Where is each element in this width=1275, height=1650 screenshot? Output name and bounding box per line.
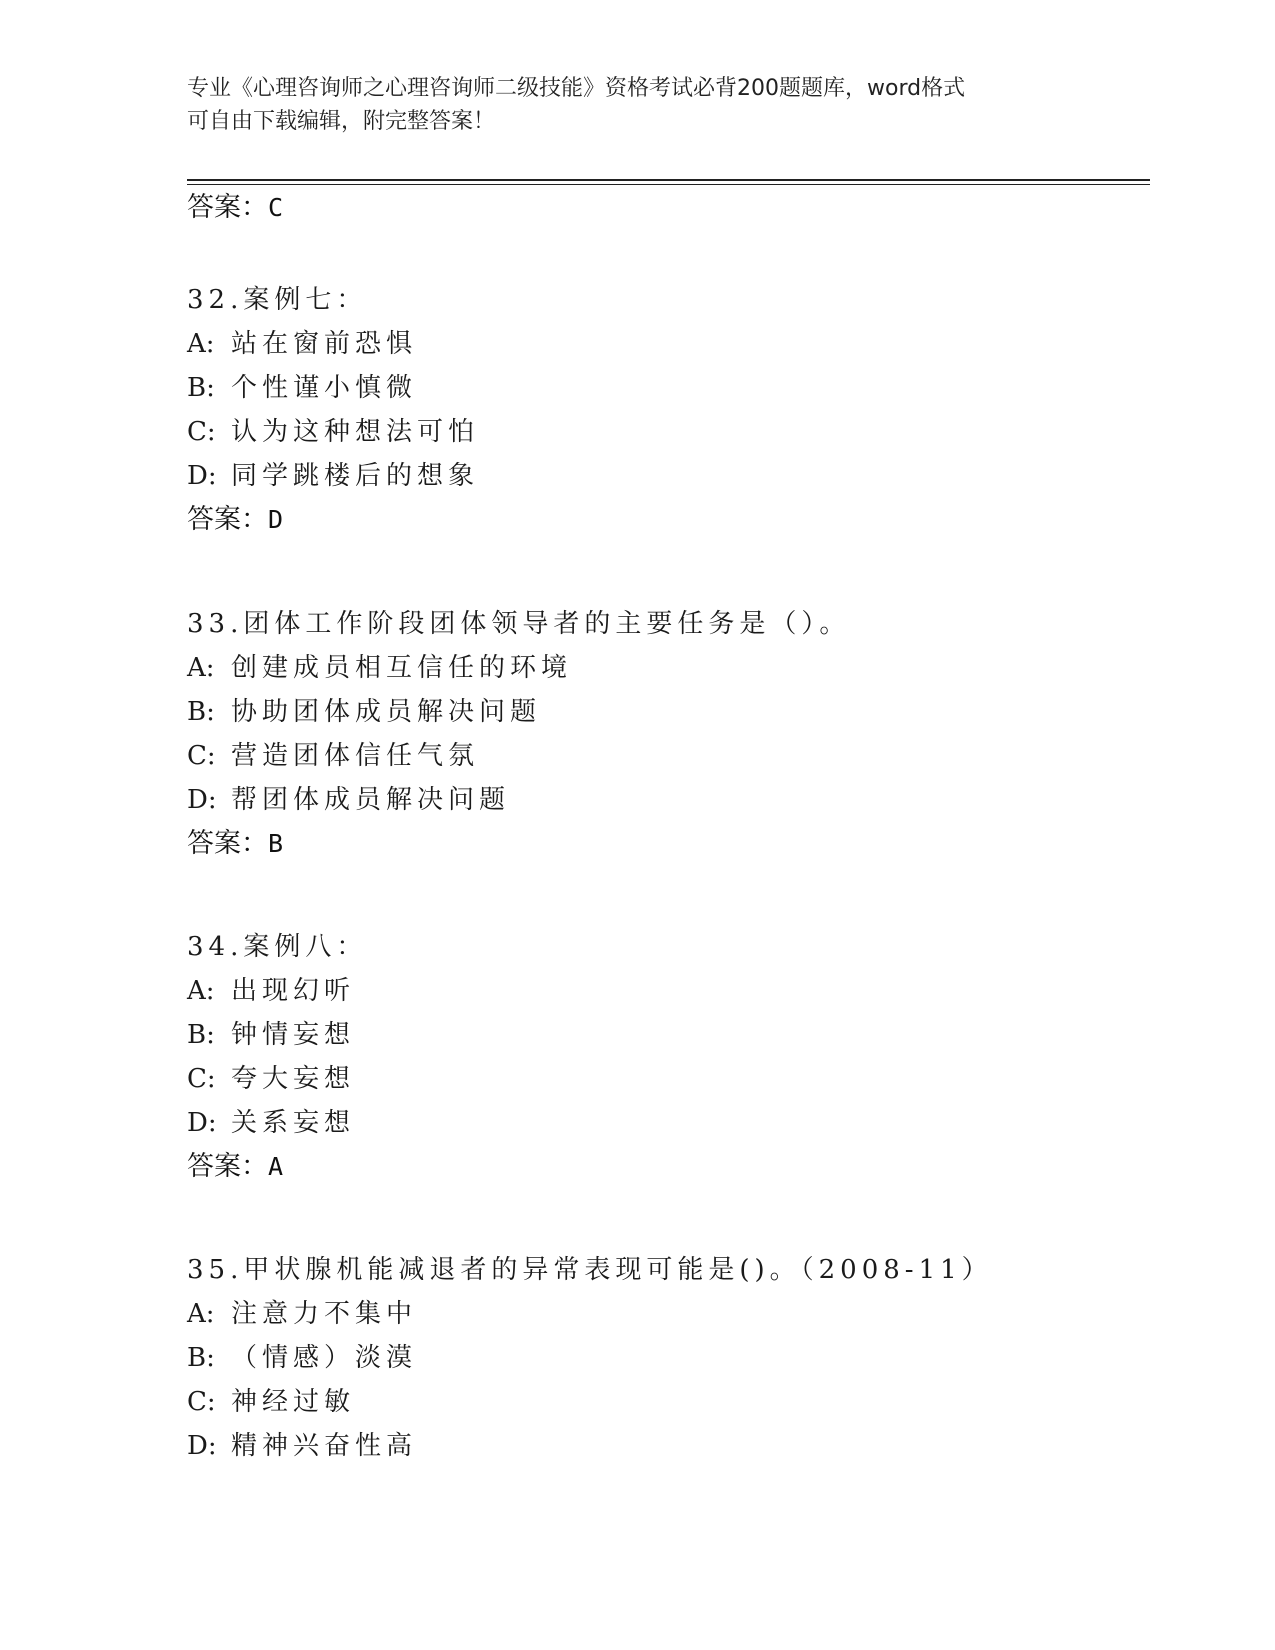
option-text: 认为这种想法可怕 — [231, 417, 480, 447]
header-rule-thin — [187, 184, 1150, 185]
document-header — [187, 72, 1067, 138]
option-text: 夸大妄想 — [231, 1064, 356, 1094]
option-letter: D: — [187, 785, 217, 815]
option-b — [187, 1338, 993, 1378]
answer-34 — [187, 1147, 367, 1187]
option-letter: A: — [187, 653, 215, 683]
option-letter: A: — [187, 1299, 215, 1329]
question-34 — [187, 927, 367, 1187]
option-letter: C: — [187, 1387, 216, 1417]
option-d — [187, 780, 850, 820]
option-letter: B: — [187, 1020, 215, 1050]
question-stem: 35.甲状腺机能减退者的异常表现可能是()。（2008-11） — [187, 1255, 993, 1285]
option-a — [187, 648, 850, 688]
question-stem: 32.案例七： — [187, 285, 368, 315]
option-letter: D: — [187, 461, 217, 491]
option-letter: D: — [187, 1431, 217, 1461]
option-c — [187, 1382, 993, 1422]
option-a — [187, 971, 367, 1011]
header-rule-thick — [187, 179, 1150, 181]
answer-value: C — [268, 193, 284, 222]
option-letter: B: — [187, 373, 215, 403]
option-b — [187, 1015, 367, 1055]
answer-label: 答案： — [187, 192, 268, 223]
answer-value: A — [268, 1152, 284, 1181]
option-text: 创建成员相互信任的环境 — [231, 653, 573, 683]
option-text: 同学跳楼后的想象 — [231, 461, 480, 491]
option-text: （情感）淡漠 — [231, 1343, 418, 1373]
answer-label: 答案： — [187, 504, 268, 535]
option-c — [187, 412, 479, 452]
option-text: 出现幻听 — [231, 976, 356, 1006]
answer-value: D — [268, 505, 284, 534]
header-line-2: 可自由下载编辑，附完整答案！ — [187, 109, 496, 134]
option-b — [187, 368, 479, 408]
answer-label: 答案： — [187, 828, 268, 859]
option-d — [187, 456, 479, 496]
answer-label: 答案： — [187, 1151, 268, 1182]
option-letter: D: — [187, 1108, 217, 1138]
option-letter: B: — [187, 1343, 215, 1373]
question-stem: 33.团体工作阶段团体领导者的主要任务是（）。 — [187, 609, 851, 639]
answer-value: B — [268, 829, 284, 858]
answer-prev — [187, 188, 283, 228]
option-text: 营造团体信任气氛 — [231, 741, 480, 771]
option-c — [187, 736, 850, 776]
option-letter: A: — [187, 329, 215, 359]
option-text: 个性谨小慎微 — [231, 373, 418, 403]
option-text: 精神兴奋性高 — [231, 1431, 418, 1461]
option-b — [187, 692, 850, 732]
option-a — [187, 1294, 993, 1334]
header-line-1: 专业《心理咨询师之心理咨询师二级技能》资格考试必背200题题库，word格式 — [187, 76, 966, 101]
option-a — [187, 324, 479, 364]
option-text: 协助团体成员解决问题 — [231, 697, 542, 727]
question-stem: 34.案例八： — [187, 932, 368, 962]
option-d — [187, 1426, 993, 1466]
option-text: 注意力不集中 — [231, 1299, 418, 1329]
answer-32 — [187, 500, 479, 540]
question-32 — [187, 280, 479, 540]
option-text: 关系妄想 — [231, 1108, 356, 1138]
option-d — [187, 1103, 367, 1143]
option-text: 神经过敏 — [231, 1387, 356, 1417]
option-text: 站在窗前恐惧 — [231, 329, 418, 359]
option-letter: C: — [187, 1064, 216, 1094]
option-c — [187, 1059, 367, 1099]
answer-33 — [187, 824, 850, 864]
option-letter: C: — [187, 417, 216, 447]
option-letter: C: — [187, 741, 216, 771]
option-letter: B: — [187, 697, 215, 727]
option-text: 帮团体成员解决问题 — [231, 785, 511, 815]
question-33 — [187, 604, 850, 864]
question-35 — [187, 1250, 993, 1466]
option-letter: A: — [187, 976, 215, 1006]
option-text: 钟情妄想 — [231, 1020, 356, 1050]
